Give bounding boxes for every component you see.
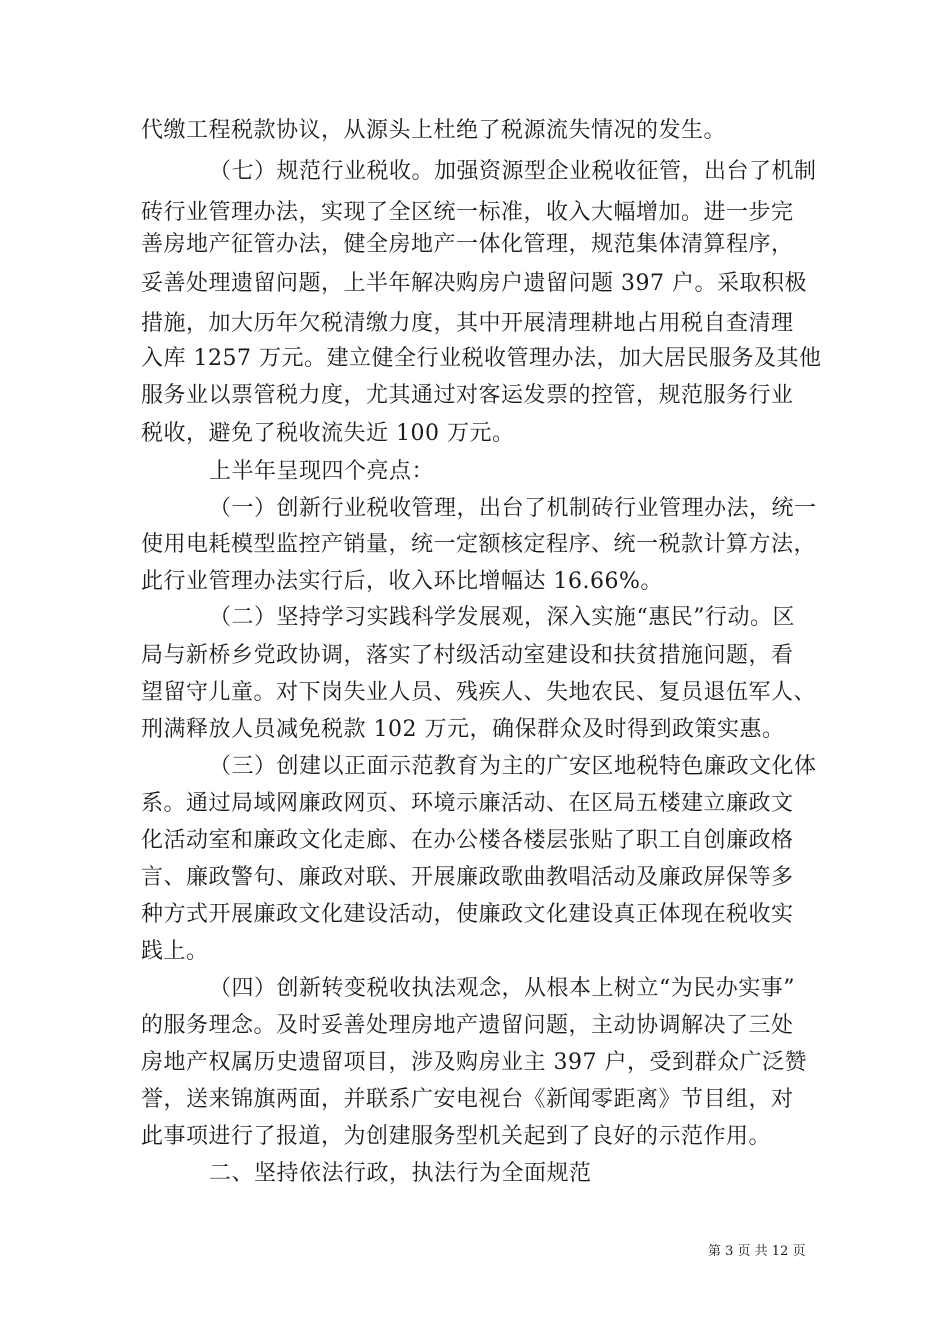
text-line: 入库 1257 万元。建立健全行业税收管理办法，加大居民服务及其他 bbox=[141, 346, 822, 371]
text-line: 代缴工程税款协议，从源头上杜绝了税源流失情况的发生。 bbox=[141, 118, 727, 143]
text-line: （三）创建以正面示范教育为主的广安区地税特色廉政文化体 bbox=[209, 754, 817, 779]
text-line: （一）创新行业税收管理，出台了机制砖行业管理办法，统一 bbox=[209, 496, 817, 521]
text-line: 刑满释放人员减免税款 102 万元，确保群众及时得到政策实惠。 bbox=[141, 717, 785, 742]
text-line: 使用电耗模型监控产销量，统一定额核定程序、统一税款计算方法， bbox=[141, 532, 817, 557]
text-line: 服务业以票管税力度，尤其通过对客运发票的控管，规范服务行业 bbox=[141, 383, 794, 408]
text-line: 税收，避免了税收流失近 100 万元。 bbox=[141, 421, 515, 446]
text-line: 上半年呈现四个亮点： bbox=[209, 459, 435, 484]
text-line: 的服务理念。及时妥善处理房地产遗留问题，主动协调解决了三处 bbox=[141, 1013, 794, 1038]
text-line: 践上。 bbox=[141, 939, 209, 964]
text-line: 局与新桥乡党政协调，落实了村级活动室建设和扶贫措施问题，看 bbox=[141, 643, 794, 668]
text-line: 此行业管理办法实行后，收入环比增幅达 16.66%。 bbox=[141, 569, 663, 594]
text-line: 望留守儿童。对下岗失业人员、残疾人、失地农民、复员退伍军人、 bbox=[141, 680, 817, 705]
text-line: 善房地产征管办法，健全房地产一体化管理，规范集体清算程序， bbox=[141, 232, 794, 257]
text-line: 誉，送来锦旗两面，并联系广安电视台《新闻零距离》节目组，对 bbox=[141, 1087, 794, 1112]
text-line: （二）坚持学习实践科学发展观，深入实施“惠民”行动。区 bbox=[209, 605, 795, 630]
text-line: （四）创新转变税收执法观念，从根本上树立“为民办实事” bbox=[209, 976, 795, 1001]
text-line: 房地产权属历史遗留项目，涉及购房业主 397 户，受到群众广泛赞 bbox=[141, 1050, 807, 1075]
section-heading: 二、坚持依法行政，执法行为全面规范 bbox=[209, 1161, 592, 1186]
text-line: 化活动室和廉政文化走廊、在办公楼各楼层张贴了职工自创廉政格 bbox=[141, 828, 794, 853]
page-number: 第 3 页 共 12 页 bbox=[708, 1244, 806, 1259]
text-line: 措施，加大历年欠税清缴力度，其中开展清理耕地占用税自查清理 bbox=[141, 311, 794, 336]
text-line: 此事项进行了报道，为创建服务型机关起到了良好的示范作用。 bbox=[141, 1124, 772, 1149]
text-line: 言、廉政警句、廉政对联、开展廉政歌曲教唱活动及廉政屏保等多 bbox=[141, 865, 794, 890]
text-line: 种方式开展廉政文化建设活动，使廉政文化建设真正体现在税收实 bbox=[141, 902, 794, 927]
text-line: 系。通过局域网廉政网页、环境示廉活动、在区局五楼建立廉政文 bbox=[141, 791, 794, 816]
text-line: （七）规范行业税收。加强资源型企业税收征管，出台了机制 bbox=[209, 159, 817, 184]
text-line: 妥善处理遗留问题，上半年解决购房户遗留问题 397 户。采取积极 bbox=[141, 271, 807, 296]
text-line: 砖行业管理办法，实现了全区统一标准，收入大幅增加。进一步完 bbox=[141, 200, 794, 225]
